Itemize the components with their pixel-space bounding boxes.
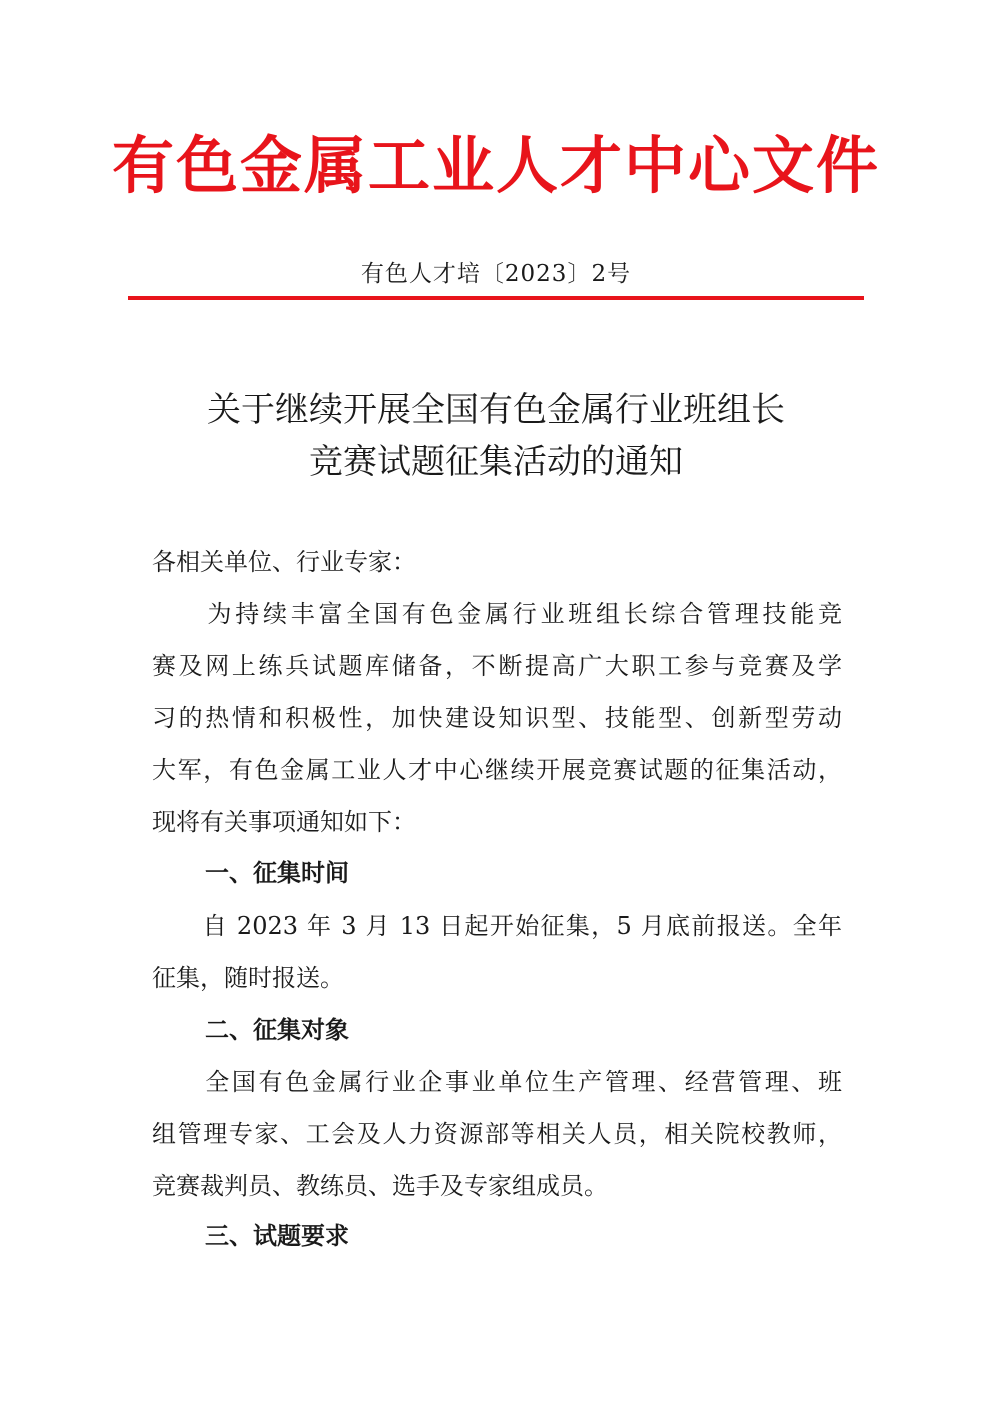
paragraph-line: 现将有关事项通知如下： — [152, 808, 416, 836]
red-divider-rule — [128, 296, 864, 300]
paragraph-line: 为持续丰富全国有色金属行业班组长综合管理技能竞 — [152, 600, 842, 628]
section-heading-collection-targets: 二、征集对象 — [205, 1016, 349, 1044]
paragraph-line: 自 2023 年 3 月 13 日起开始征集，5 月底前报送。全年 — [152, 912, 842, 940]
paragraph-line: 征集，随时报送。 — [152, 964, 344, 992]
section-body-collection-targets — [152, 1056, 842, 1212]
paragraph-line: 习的热情和积极性，加快建设知识型、技能型、创新型劳动 — [152, 704, 842, 732]
paragraph-line: 赛及网上练兵试题库储备，不断提高广大职工参与竞赛及学 — [152, 652, 842, 680]
letterhead-title: 有色金属工业人才中心文件 — [111, 129, 880, 202]
notice-title — [0, 384, 992, 488]
notice-title-line: 关于继续开展全国有色金属行业班组长 — [207, 390, 785, 430]
paragraph-line: 大军，有色金属工业人才中心继续开展竞赛试题的征集活动， — [152, 756, 842, 784]
section-heading-collection-time: 一、征集时间 — [205, 859, 349, 887]
paragraph-line: 组管理专家、工会及人力资源部等相关人员，相关院校教师， — [152, 1120, 842, 1148]
document-number: 有色人才培〔2023〕2号 — [360, 261, 632, 287]
section-body-collection-time — [152, 900, 842, 1004]
paragraph-line: 全国有色金属行业企事业单位生产管理、经营管理、班 — [152, 1068, 842, 1096]
paragraph-line: 竞赛裁判员、教练员、选手及专家组成员。 — [152, 1172, 608, 1200]
intro-paragraph — [152, 588, 842, 848]
notice-title-line: 竞赛试题征集活动的通知 — [309, 442, 683, 482]
salutation-text: 各相关单位、行业专家： — [152, 548, 416, 576]
salutation — [152, 536, 842, 588]
section-heading-question-requirements: 三、试题要求 — [205, 1222, 349, 1250]
